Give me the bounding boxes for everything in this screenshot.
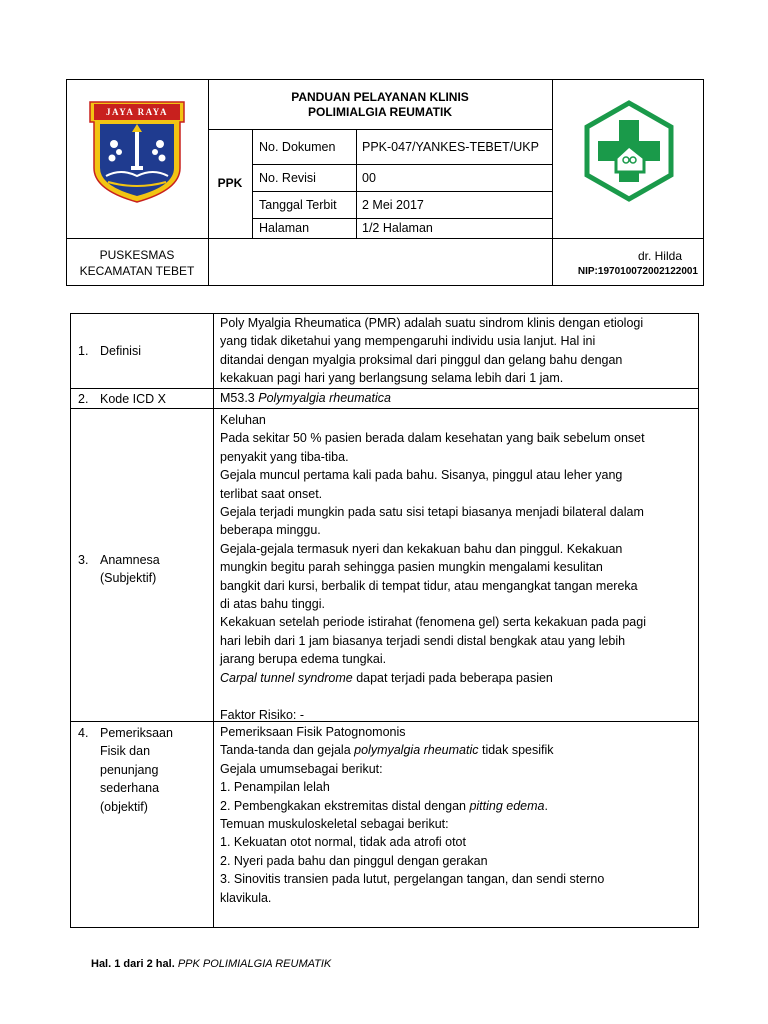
signer-name: dr. Hilda [637, 249, 682, 263]
field-value-no-revisi: 00 [362, 171, 376, 185]
doc-title-line2: POLIMIALGIA REUMATIK [308, 105, 452, 119]
section-number: 3. [78, 553, 89, 567]
section-pemeriksaan-title: 4. Pemeriksaan Fisik dan penunjang sederhana (objektif) [78, 726, 173, 814]
section-anamnesa-content: Keluhan Pada sekitar 50 % pasien berada dalam kesehatan yang baik sebelum onset penyakit yang tiba-tiba. Gejala muncul pertama kali pada bahu. Sisanya, pinggul atau leher yang terlibat saat onset. Gejala terjadi mungkin pada satu sisi tetapi biasanya menjadi bilateral dalam beberapa minggu. Gejala-gejala termasuk nyeri dan kekakuan bahu dan pinggul. Kekakuan mungkin begitu parah sehingga pasien mungkin mengalami kesulitan bangkit dari kursi, berbalik di tempat tidur, atau mengangkat tangan mereka di atas bahu tinggi. Kekakuan setelah periode istirahat (fenomena gel) serta kekakuan pada pagi hari lebih dari 1 jam biasanya terjadi sendi distal bengkak atau yang lebih jarang berupa edema tungkai. Carpal tunnel syndrome dapat terjadi pada beberapa pasien Faktor Risiko: - [220, 413, 646, 722]
signer-nip: NIP:197010072002122001 [577, 266, 698, 277]
page-footer [91, 957, 331, 971]
ppk-label: PPK [217, 176, 243, 190]
section-icd-content: M53.3 Polymyalgia rheumatica [220, 391, 391, 405]
section-pemeriksaan-content: Pemeriksaan Fisik Patognomonis Tanda-tanda dan gejala polymyalgia rheumatic tidak spesifik Gejala umumsebagai berikut: 1. Penampilan lelah 2. Pembengkakan ekstremitas distal dengan pitting edema. Temuan muskuloskeletal sebagai berikut: 1. Kekuatan otot normal, tidak ada atrofi otot 2. Nyeri pada bahu dan pinggul dengan gerakan 3. Sinovitis transien pada lutut, pergelangan tangan, dan sendi sterno klavikula. [220, 725, 605, 905]
section-number: 4. [78, 726, 89, 740]
doc-title-line1: PANDUAN PELAYANAN KLINIS [291, 90, 469, 104]
field-label-tanggal-terbit: Tanggal Terbit [259, 198, 337, 212]
field-label-no-revisi: No. Revisi [259, 171, 316, 185]
org-name-line2: KECAMATAN TEBET [79, 264, 195, 278]
section-number: 2. [78, 392, 89, 406]
puskesmas-logo [580, 100, 678, 202]
field-value-tanggal-terbit: 2 Mei 2017 [362, 198, 424, 212]
field-label-halaman: Halaman [259, 221, 310, 235]
field-value-no-dokumen: PPK-047/YANKES-TEBET/UKP [362, 140, 539, 154]
field-value-halaman: 1/2 Halaman [362, 221, 433, 235]
footer-doc-title: PPK POLIMIALGIA REUMATIK [177, 958, 332, 970]
logo-text: JAYA RAYA [106, 107, 168, 117]
section-icd-title: 2. Kode ICD X [78, 390, 166, 408]
section-number: 1. [78, 344, 89, 358]
jaya-raya-logo [86, 98, 188, 206]
org-name-line1: PUSKESMAS [99, 248, 175, 262]
section-anamnesa-title: 3. Anamnesa (Subjektif) [78, 553, 160, 586]
field-label-no-dokumen: No. Dokumen [259, 140, 336, 154]
section-definisi-content: Poly Myalgia Rheumatica (PMR) adalah suatu sindrom klinis dengan etiologi yang tidak diketahui yang mempengaruhi individu usia lanjut. Hal ini ditandai dengan myalgia proksimal dari pinggul dan gelang bahu dengan kekakuan pagi hari yang berlangsung selama lebih dari 1 jam. [220, 316, 644, 386]
section-definisi-title: 1. Definisi [78, 342, 141, 360]
footer-page-number: Hal. 1 dari 2 hal. [91, 958, 175, 970]
